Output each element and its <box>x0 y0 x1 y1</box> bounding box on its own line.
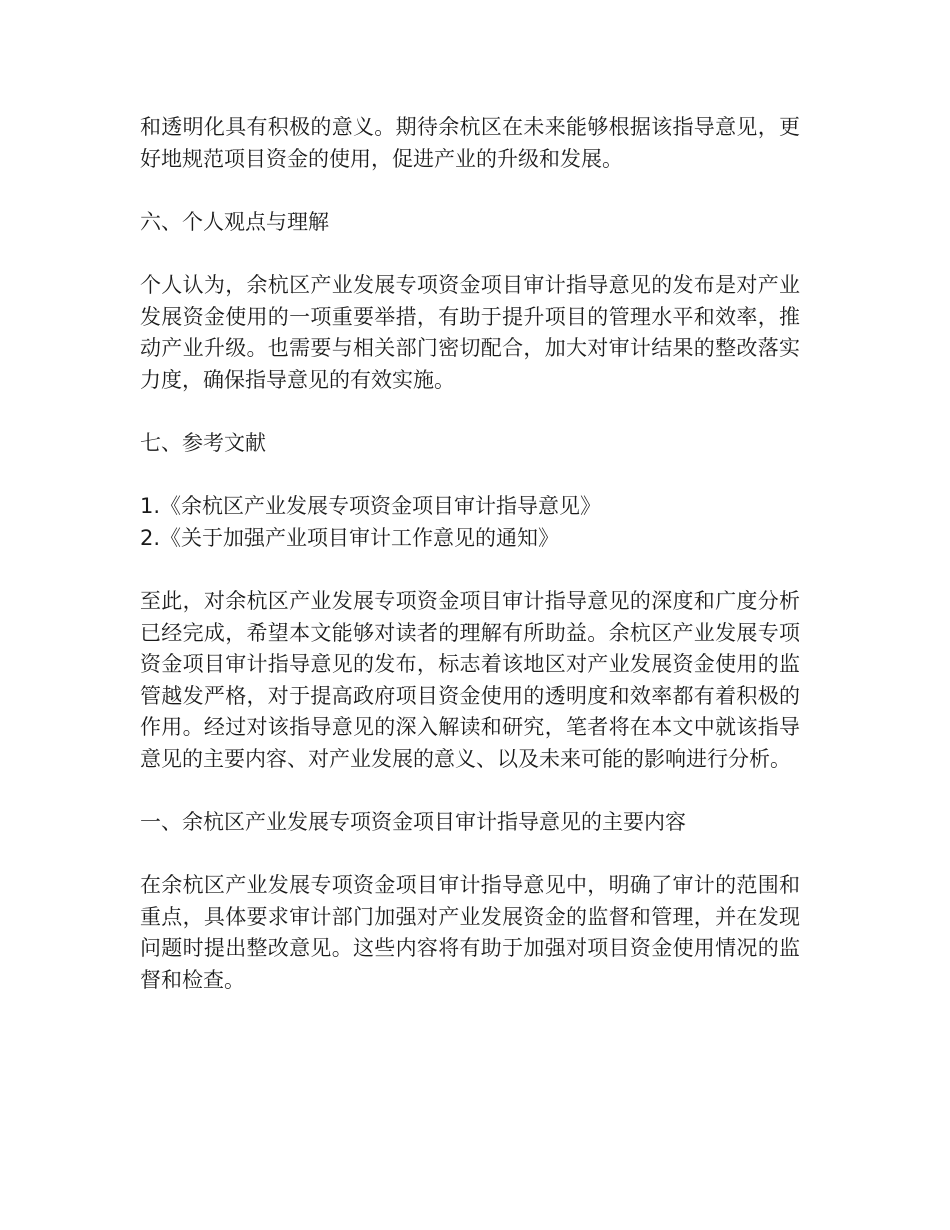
reference-item: 1.《余杭区产业发展专项资金项目审计指导意见》 <box>140 494 602 519</box>
reference-item: 2.《关于加强产业项目审计工作意见的通知》 <box>140 525 560 550</box>
paragraph-summary: 至此，对余杭区产业发展专项资金项目审计指导意见的深度和广度分析已经完成，希望本文能够对读者的理解有所助益。余杭区产业发展专项资金项目审计指导意见的发布，标志着该地区对产业发展资金使用的监管越发严格，对于提高政府项目资金使用的透明度和效率都有着积极的作用。经过对该指导意见的深入解读和研究，笔者将在本文中就该指导意见的主要内容、对产业发展的意义、以及未来可能的影响进行分析。 <box>140 588 800 771</box>
paragraph-conclusion-continued: 和透明化具有积极的意义。期待余杭区在未来能够根据该指导意见，更好地规范项目资金的使用，促进产业的升级和发展。 <box>140 115 800 171</box>
paragraph-main-content: 在余杭区产业发展专项资金项目审计指导意见中，明确了审计的范围和重点，具体要求审计部门加强对产业发展资金的监督和管理，并在发现问题时提出整改意见。这些内容将有助于加强对项目资金使用情况的监督和检查。 <box>140 873 800 993</box>
reference-list <box>140 491 800 554</box>
section-heading-7: 七、参考文献 <box>140 430 266 455</box>
document-page <box>140 112 800 1028</box>
paragraph-personal-view: 个人认为，余杭区产业发展专项资金项目审计指导意见的发布是对产业发展资金使用的一项重要举措，有助于提升项目的管理水平和效率，推动产业升级。也需要与相关部门密切配合，加大对审计结果的整改落实力度，确保指导意见的有效实施。 <box>140 272 800 392</box>
section-heading-6: 六、个人观点与理解 <box>140 209 329 234</box>
section-heading-1: 一、余杭区产业发展专项资金项目审计指导意见的主要内容 <box>140 810 686 835</box>
